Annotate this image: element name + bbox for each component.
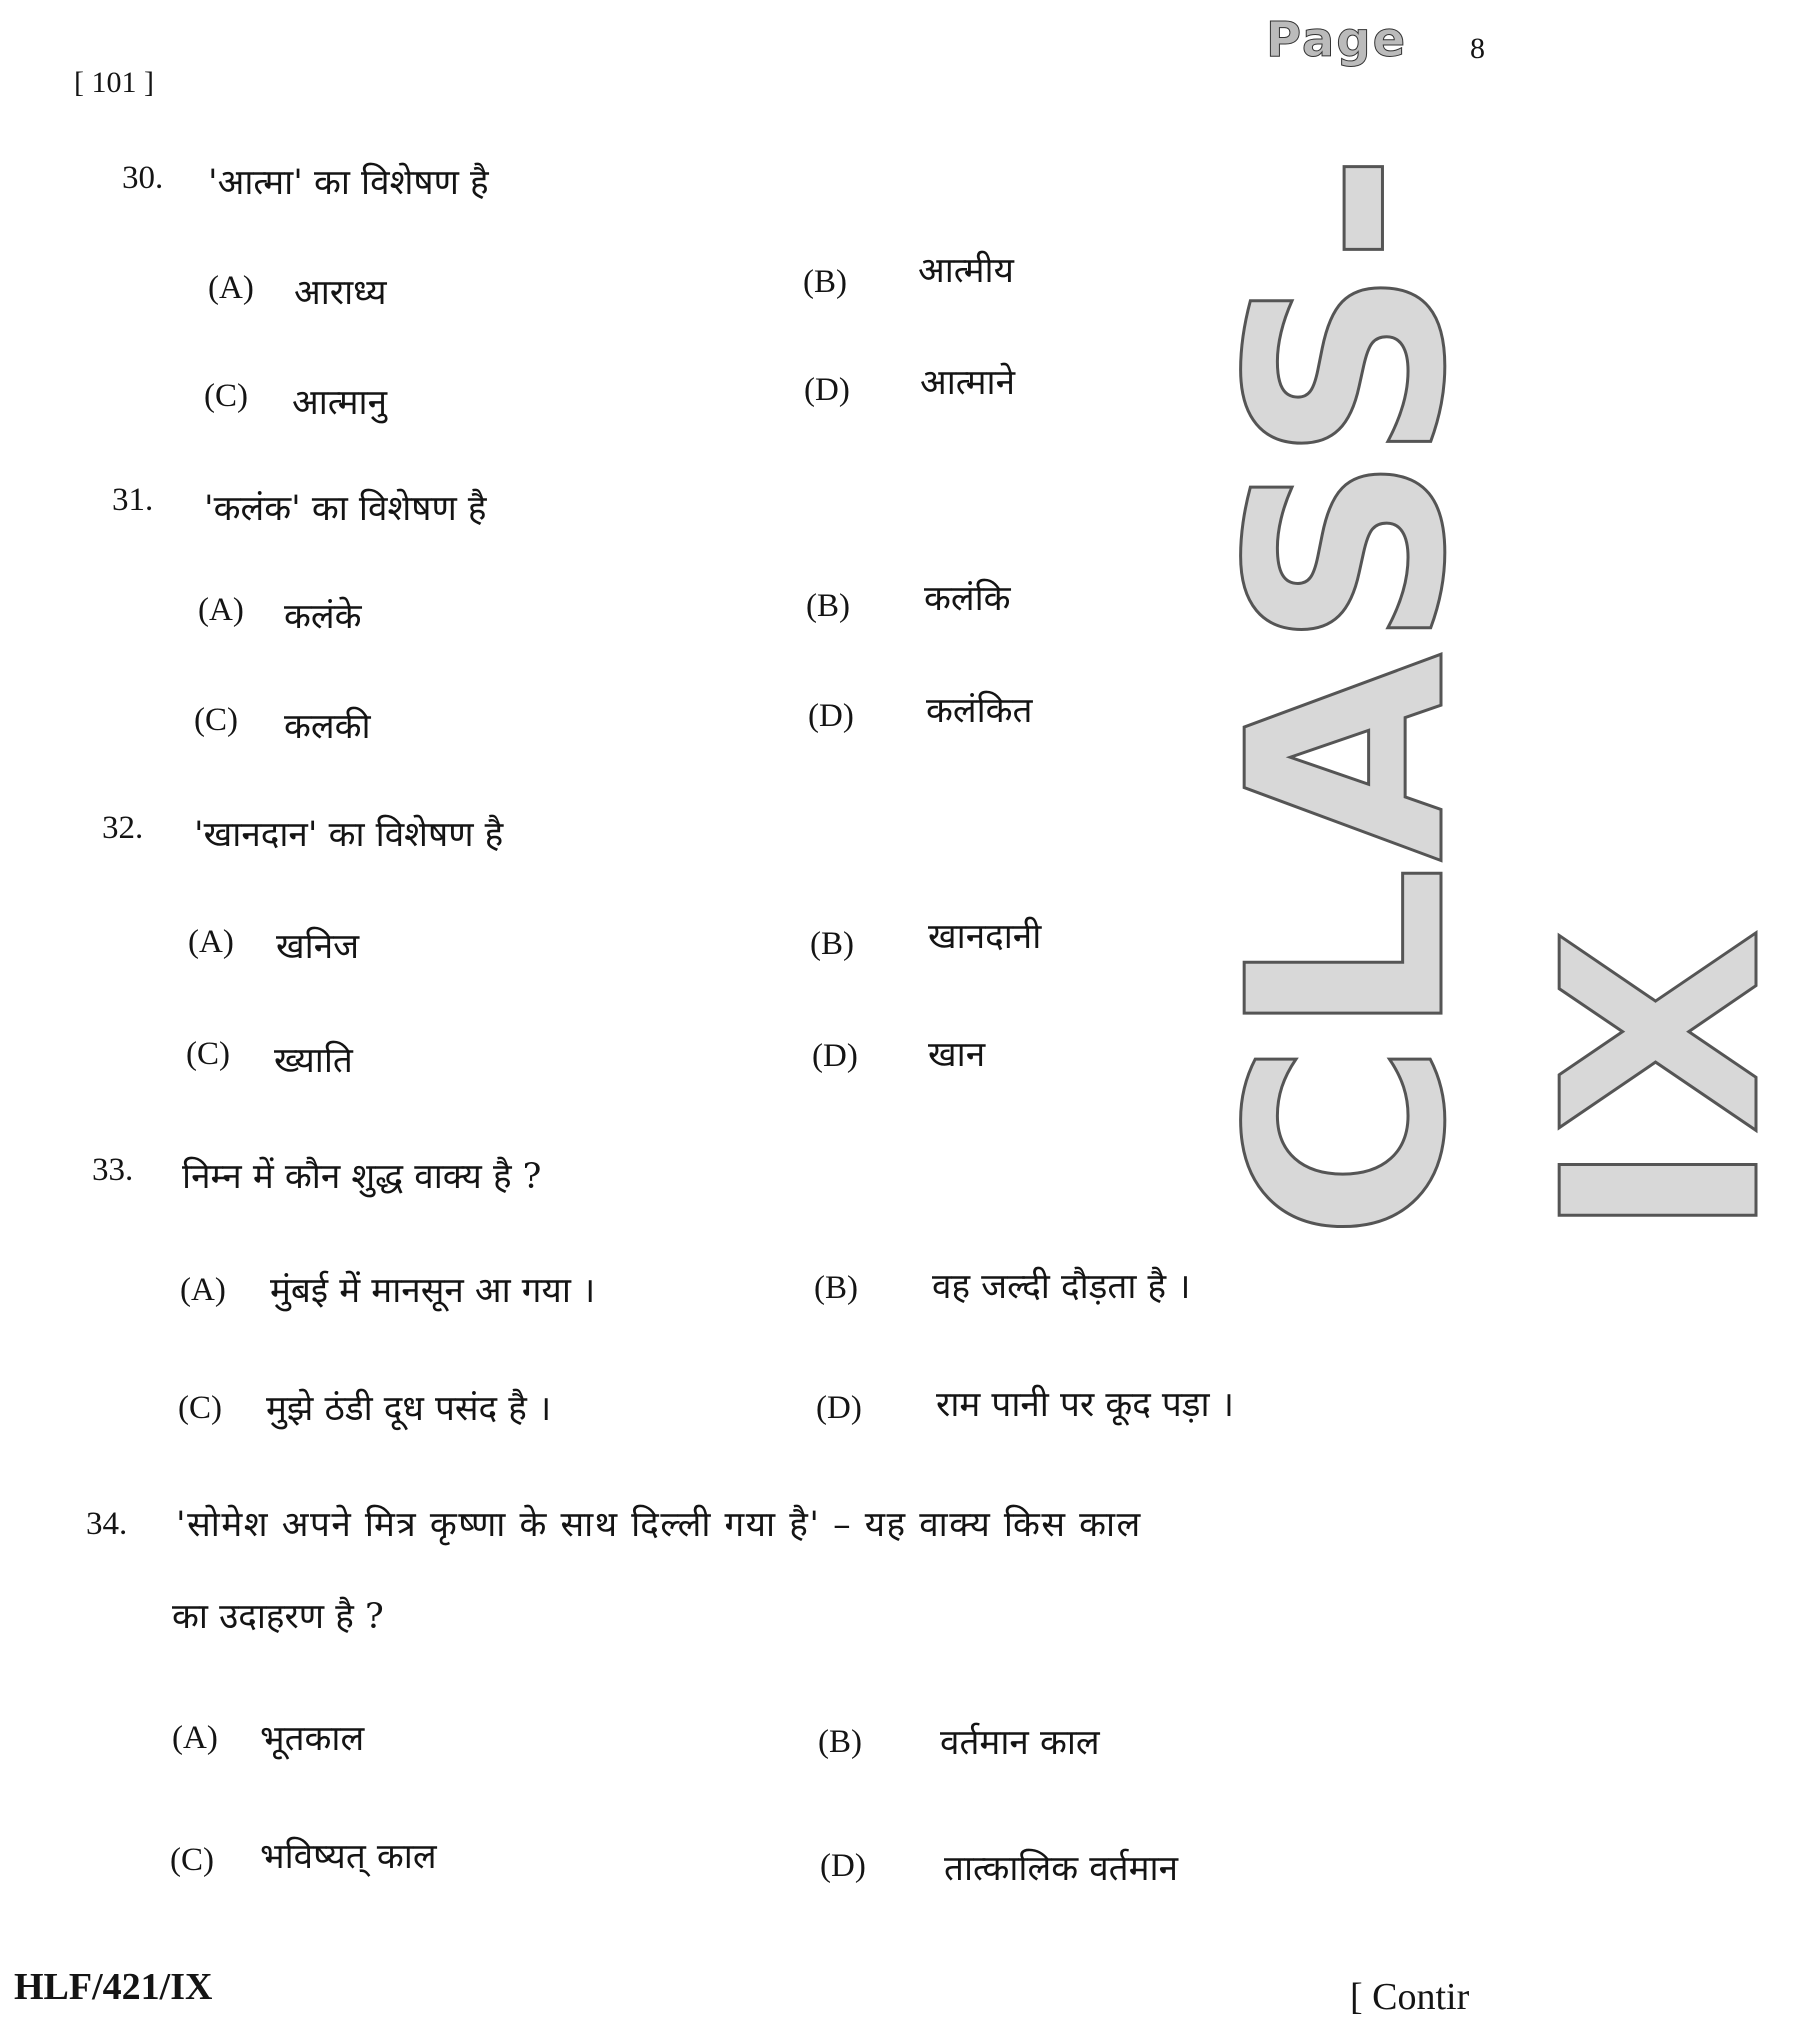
question-text: 'सोमेश अपने मित्र कृष्णा के साथ दिल्ली गया है' – यह वाक्य किस काल: [176, 1505, 1142, 1545]
option-text: राम पानी पर कूद पड़ा ।: [936, 1385, 1234, 1425]
question-number: 31.: [112, 482, 154, 518]
class-watermark: CLASS-IX: [1190, 147, 1820, 1240]
option-label: (D): [812, 1038, 858, 1074]
option-text: वह जल्दी दौड़ता है ।: [932, 1267, 1191, 1307]
option-text: भविष्यत् काल: [260, 1837, 437, 1877]
option-text: कलंकित: [926, 691, 1033, 731]
option-text: मुझे ठंडी दूध पसंद है ।: [266, 1389, 552, 1429]
option-text: आत्माने: [920, 363, 1016, 403]
option-text: भूतकाल: [260, 1719, 365, 1759]
option-label: (B): [810, 926, 854, 962]
option-text: मुंबई में मानसून आ गया ।: [270, 1271, 596, 1311]
option-label: (C): [178, 1390, 222, 1426]
question-number: 32.: [102, 810, 144, 846]
option-text: आराध्य: [294, 273, 387, 313]
question-number: 34.: [86, 1506, 128, 1542]
option-label: (B): [803, 264, 847, 300]
option-label: (B): [818, 1724, 862, 1760]
option-label: (D): [804, 372, 850, 408]
option-label: (A): [172, 1720, 218, 1756]
question-text: निम्न में कौन शुद्ध वाक्य है ?: [182, 1157, 542, 1197]
continued-label: [ Contir: [1350, 1976, 1470, 2018]
page-label: Page: [1266, 12, 1408, 68]
question-text: 'आत्मा' का विशेषण है: [208, 163, 489, 203]
option-label: (D): [820, 1848, 866, 1884]
option-label: (C): [186, 1036, 230, 1072]
option-text: खान: [928, 1035, 986, 1075]
question-number: 33.: [92, 1152, 134, 1188]
option-label: (C): [194, 702, 238, 738]
option-text: कलंके: [284, 597, 362, 637]
option-text: खनिज: [276, 927, 360, 967]
option-label: (A): [198, 592, 244, 628]
option-label: (B): [806, 588, 850, 624]
question-text-continued: का उदाहरण है ?: [172, 1597, 384, 1637]
option-text: तात्कालिक वर्तमान: [944, 1849, 1179, 1889]
option-label: (B): [814, 1270, 858, 1306]
option-label: (C): [170, 1842, 214, 1878]
page-code: [ 101 ]: [74, 66, 154, 99]
option-text: आत्मानु: [292, 383, 388, 423]
option-label: (A): [188, 924, 234, 960]
option-label: (C): [204, 378, 248, 414]
page-number: 8: [1470, 32, 1485, 65]
option-text: आत्मीय: [918, 251, 1014, 291]
option-label: (A): [208, 270, 254, 306]
option-label: (D): [816, 1390, 862, 1426]
option-text: ख्याति: [274, 1041, 353, 1081]
option-label: (D): [808, 698, 854, 734]
paper-code: HLF/421/IX: [14, 1966, 213, 2008]
option-text: कलंकि: [924, 579, 1011, 619]
option-text: खानदानी: [928, 917, 1042, 957]
question-text: 'खानदान' का विशेषण है: [194, 815, 504, 855]
option-text: वर्तमान काल: [940, 1723, 1100, 1763]
question-number: 30.: [122, 160, 164, 196]
option-label: (A): [180, 1272, 226, 1308]
question-text: 'कलंक' का विशेषण है: [204, 489, 487, 529]
option-text: कलकी: [284, 707, 371, 747]
